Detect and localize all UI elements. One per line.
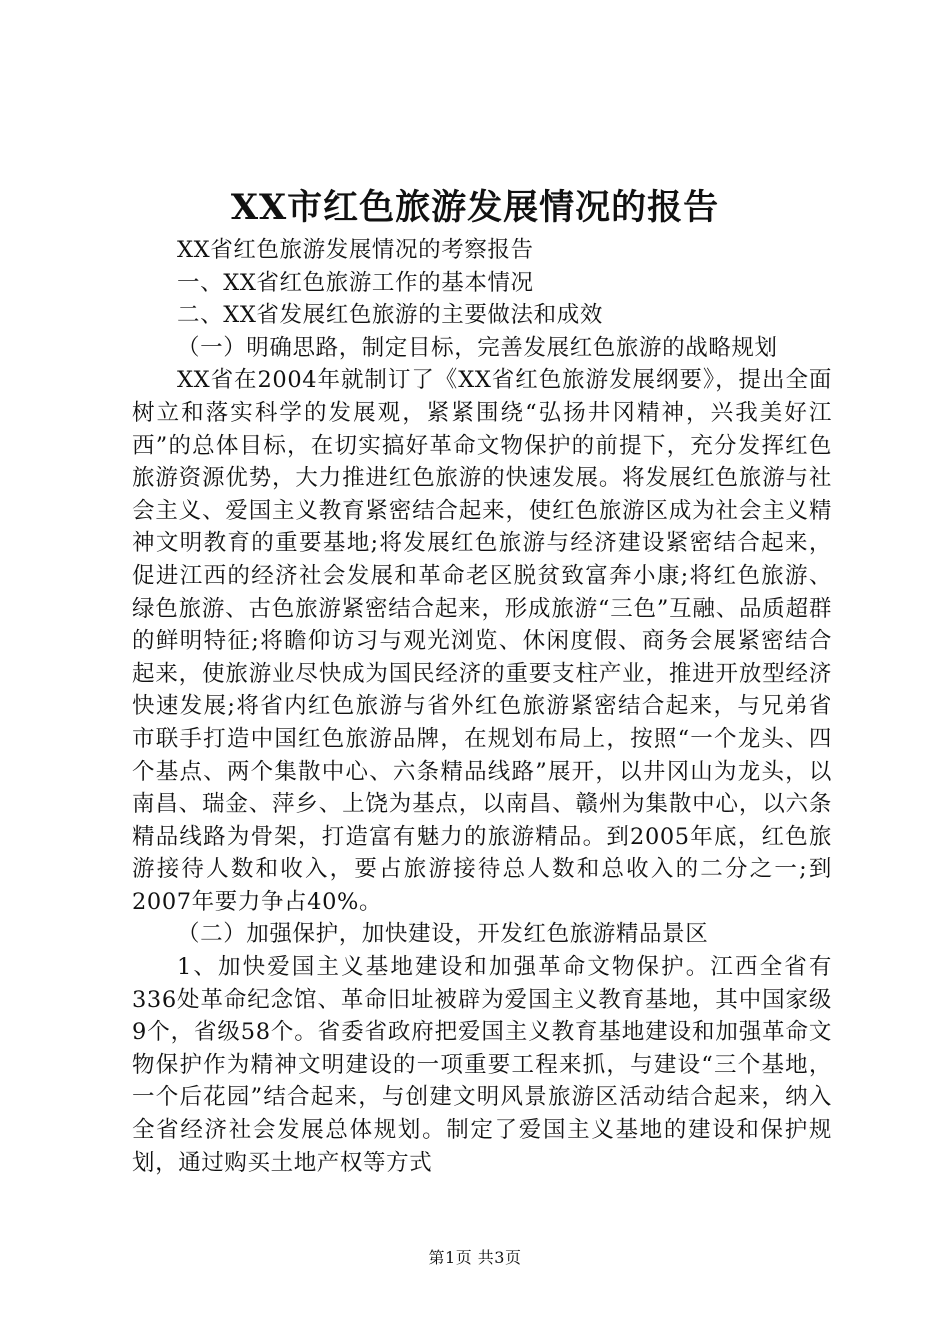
paragraph-section-one-heading: 一、XX省红色旅游工作的基本情况 (177, 269, 534, 296)
paragraph-protection-body: 1、加快爱国主义基地建设和加强革命文物保护。江西全省有336处革命纪念馆、革命旧址被辟为爱国主义教育基地，其中国家级9个，省级58个。省委省政府把爱国主义教育基地建设和加强革命文物保护作为精神文明建设的一项重要工程来抓，与建设“三个基地，一个后花园”结合起来，与创建文明风景旅游区活动结合起来，纳入全省经济社会发展总体规划。制定了爱国主义基地的建设和保护规划，通过购买土地产权等方式 (132, 954, 832, 1176)
page-title: XX市红色旅游发展情况的报告 (230, 187, 720, 228)
paragraph-report-subtitle: XX省红色旅游发展情况的考察报告 (177, 237, 534, 263)
document-body (132, 234, 832, 1179)
paragraph-strategy-body: XX省在2004年就制订了《XX省红色旅游发展纲要》，提出全面树立和落实科学的发展观，紧紧围绕“弘扬井冈精神，兴我美好江西”的总体目标，在切实搞好革命文物保护的前提下，充分发挥红色旅游资源优势，大力推进红色旅游的快速发展。将发展红色旅游与社会主义、爱国主义教育紧密结合起来，使红色旅游区成为社会主义精神文明教育的重要基地;将发展红色旅游与经济建设紧密结合起来，促进江西的经济社会发展和革命老区脱贫致富奔小康;将红色旅游、绿色旅游、古色旅游紧密结合起来，形成旅游“三色”互融、品质超群的鲜明特征;将瞻仰访习与观光浏览、休闲度假、商务会展紧密结合起来，使旅游业尽快成为国民经济的重要支柱产业，推进开放型经济快速发展;将省内红色旅游与省外红色旅游紧密结合起来，与兄弟省市联手打造中国红色旅游品牌，在规划布局上，按照“一个龙头、四个基点、两个集散中心、六条精品线路”展开，以井冈山为龙头，以南昌、瑞金、萍乡、上饶为基点，以南昌、赣州为集散中心，以六条精品线路为骨架，打造富有魅力的旅游精品。到2005年底，红色旅游接待人数和收入，要占旅游接待总人数和总收入的二分之一;到2007年要力争占40%。 (132, 367, 832, 915)
page-footer: 第1页 共3页 (428, 1248, 522, 1267)
paragraph-section-two-heading: 二、XX省发展红色旅游的主要做法和成效 (177, 302, 603, 329)
paragraph-subsection-two-heading: （二）加强保护，加快建设，开发红色旅游精品景区 (177, 921, 709, 948)
paragraph-subsection-one-heading: （一）明确思路，制定目标，完善发展红色旅游的战略规划 (177, 334, 778, 361)
